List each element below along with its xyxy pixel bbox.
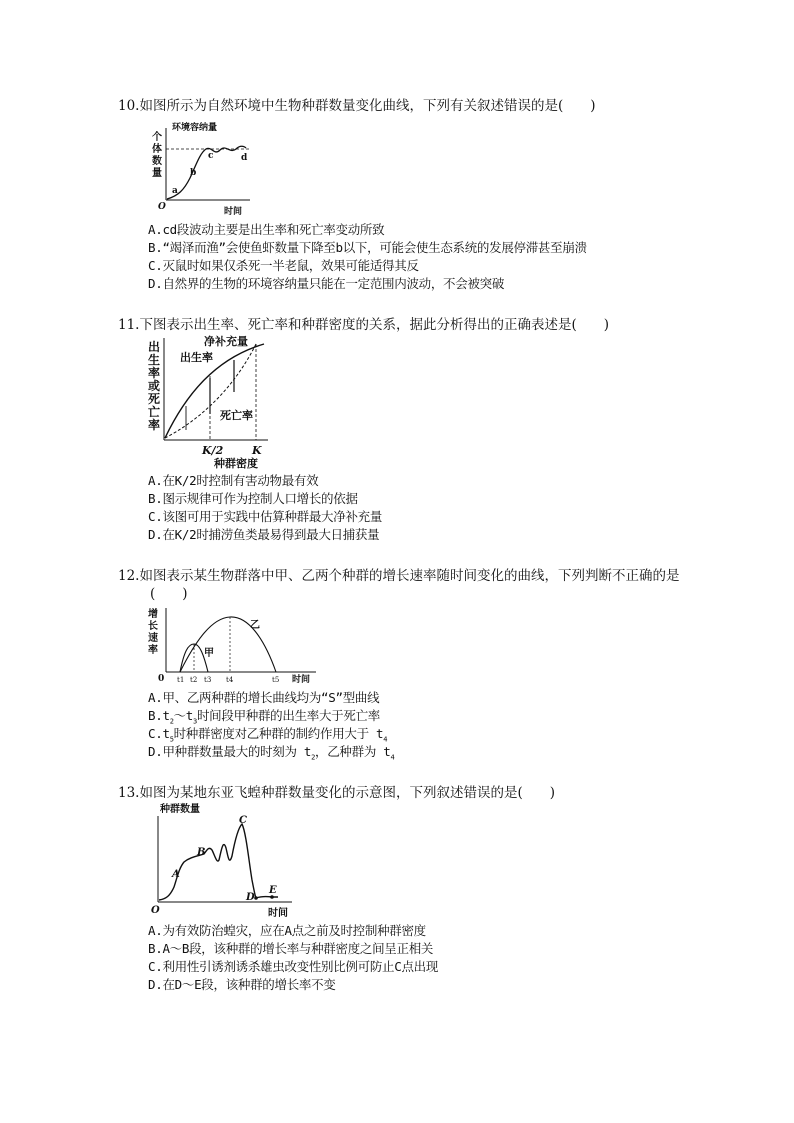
q11-ylabel-5: 死	[148, 392, 161, 406]
q11-death-label: 死亡率	[220, 409, 253, 422]
q13-point-e: E	[269, 885, 277, 896]
q11-ylabel-1: 出	[148, 340, 161, 354]
q12-option-c-mid: 时种群密度对乙种群的制约作用大于 t	[173, 726, 384, 741]
q11-birth-label: 出生率	[180, 351, 213, 364]
question-10-stem: 10.如图所示为自然环境中生物种群数量变化曲线，下列有关叙述错误的是( )	[118, 98, 596, 114]
q11-ylabel-2: 生	[148, 353, 161, 367]
q12-option-b-sub2: 3	[193, 717, 197, 726]
q10-ylabel-3: 数	[152, 156, 162, 167]
q11-ylabel-4: 或	[148, 379, 161, 393]
q13-point-c: C	[239, 815, 247, 826]
q12-option-b-post: 时间段甲种群的出生率大于死亡率	[196, 708, 380, 723]
q12-option-a-text: A.甲、乙两种群的增长曲线均为“S”型曲线	[148, 690, 380, 705]
q13-figure	[148, 802, 298, 920]
q13-xlabel: 时间	[268, 908, 288, 919]
q13-ylabel: 种群数量	[160, 804, 200, 815]
q12-option-d-sub1: 2	[311, 753, 316, 762]
q10-point-a: a	[172, 186, 178, 196]
q13-option-a: A.为有效防治蝗灾，应在A点之前及时控制种群密度	[148, 923, 426, 938]
question-12-stem: 12.如图表示某生物群落中甲、乙两个种群的增长速率随时间变化的曲线，下列判断不正确的是	[118, 568, 680, 584]
q11-option-b: B.图示规律可作为控制人口增长的依据	[148, 491, 358, 506]
question-11-stem: 11.下图表示出生率、死亡率和种群密度的关系，据此分析得出的正确表述是( )	[118, 317, 610, 333]
q11-option-a: A.在K/2时控制有害动物最有效	[148, 473, 319, 488]
q12-option-a	[148, 688, 379, 706]
q12-option-b-mid: ～t	[173, 708, 194, 723]
q13-population-curve	[159, 824, 278, 900]
q12-origin: 0	[158, 674, 165, 684]
q10-option-c: C.灭鼠时如果仅杀死一半老鼠，效果可能适得其反	[148, 258, 419, 273]
q12-tick-t2: t2	[190, 676, 198, 684]
q11-tick-k: K	[252, 444, 262, 457]
q12-figure	[146, 604, 322, 686]
q10-ylabel-4: 量	[152, 168, 162, 179]
q10-origin: O	[158, 202, 166, 212]
q10-point-b: b	[190, 168, 197, 178]
q12-label-yi: 乙	[250, 620, 260, 631]
q12-option-b-sub1: 2	[169, 717, 174, 726]
q10-ylabel-2: 体	[152, 144, 162, 155]
q12-option-c-pre: C.t	[148, 726, 170, 741]
q13-option-c: C.利用性引诱剂诱杀雄虫改变性别比例可防止C点出现	[148, 959, 439, 974]
q12-option-b-pre: B.t	[148, 708, 170, 723]
q12-ylabel-2: 长	[148, 621, 158, 632]
q11-ylabel-7: 率	[148, 418, 161, 432]
q10-point-c: c	[208, 151, 214, 161]
q13-point-a: A	[172, 869, 180, 880]
q12-tick-t3: t3	[204, 676, 212, 684]
q12-ylabel-4: 率	[148, 645, 158, 656]
q13-point-d: D	[246, 892, 255, 903]
q12-tick-t1: t1	[177, 676, 185, 684]
q11-net-label: 净补充量	[204, 335, 248, 348]
question-12-stem-cont: ( )	[150, 586, 188, 602]
q13-option-b: B.A～B段，该种群的增长率与种群密度之间呈正相关	[148, 941, 434, 956]
q11-option-d: D.在K/2时捕涝鱼类最易得到最大日捕获量	[148, 527, 380, 542]
q10-figure	[150, 118, 260, 218]
q10-option-a: A.cd段波动主要是出生率和死亡率变动所致	[148, 222, 385, 237]
q12-ylabel-1: 增	[148, 609, 158, 620]
q10-ylabel-1: 个	[152, 132, 162, 143]
q12-tick-t5: t5	[272, 676, 280, 684]
q12-option-d-pre: D.甲种群数量最大的时刻为 t	[148, 744, 312, 759]
q12-tick-t4: t4	[226, 676, 234, 684]
q12-option-c	[148, 724, 387, 744]
q12-option-d	[148, 742, 394, 762]
q12-ylabel-3: 速	[148, 633, 158, 644]
q10-option-d: D.自然界的生物的环境容纳量只能在一定范围内波动，不会被突破	[148, 276, 505, 291]
q13-origin: O	[151, 905, 160, 916]
q10-population-curve	[167, 146, 246, 199]
q11-option-c: C.该图可用于实践中估算种群最大净补充量	[148, 509, 383, 524]
q10-xlabel: 时间	[224, 207, 243, 217]
q12-option-c-sub2: 4	[383, 735, 388, 744]
q11-ylabel-3: 率	[148, 366, 161, 380]
q13-option-d: D.在D～E段，该种群的增长率不变	[148, 977, 336, 992]
q11-tick-k2: K/2	[202, 444, 224, 457]
q11-figure	[146, 334, 276, 470]
q13-point-d-dot	[254, 896, 258, 900]
q12-option-d-sub2: 4	[390, 753, 395, 762]
q12-option-d-mid: ，乙种群为 t	[315, 744, 391, 759]
q12-label-jia: 甲	[204, 648, 214, 659]
q10-option-b: B.“竭泽而渔”会使鱼虾数量下降至b以下，可能会使生态系统的发展停滞甚至崩溃	[148, 240, 587, 255]
q12-xlabel: 时间	[292, 675, 311, 685]
q13-point-b: B	[197, 847, 206, 858]
q11-xlabel: 种群密度	[214, 457, 258, 470]
q11-ylabel-6: 亡	[148, 405, 161, 419]
q10-point-d: d	[241, 153, 248, 163]
q12-option-c-sub1: 5	[169, 735, 174, 744]
q10-capacity-label: 环境容纳量	[172, 123, 218, 133]
question-13-stem: 13.如图为某地东亚飞蝗种群数量变化的示意图，下列叙述错误的是( )	[118, 785, 556, 801]
q12-option-b	[148, 706, 380, 726]
